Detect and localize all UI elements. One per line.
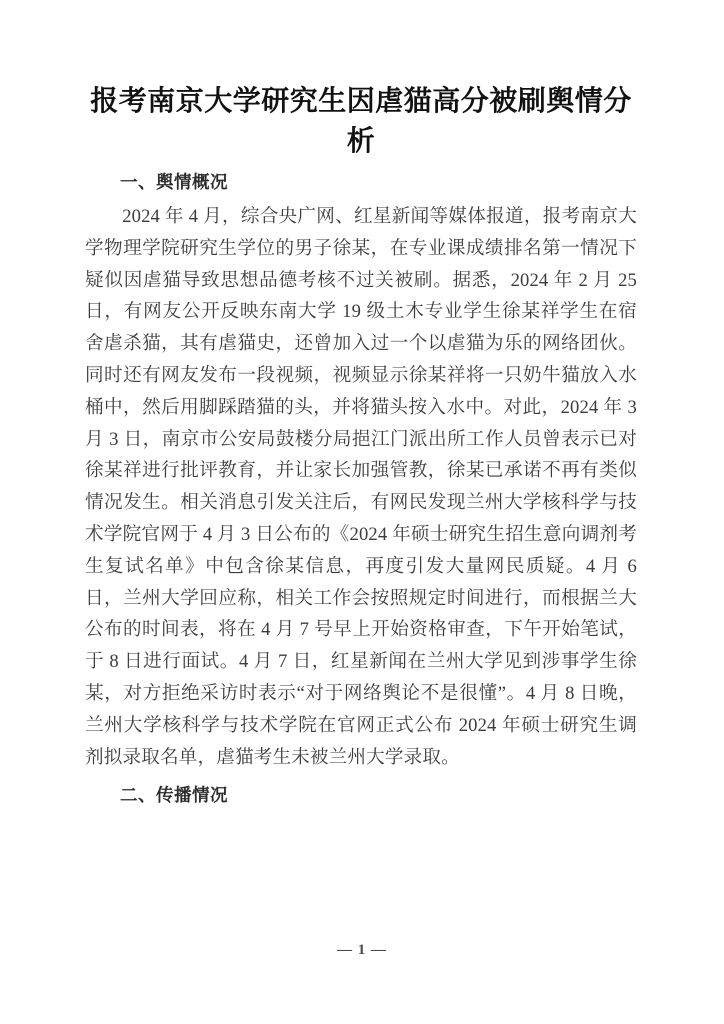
page-number: — 1 — <box>337 942 387 958</box>
document-title: 报考南京大学研究生因虐猫高分被刷舆情分析 <box>90 86 632 157</box>
document-body <box>85 166 637 814</box>
section-paragraph-overview: 2024 年 4 月，综合央广网、红星新闻等媒体报道，报考南京大学物理学院研究生学位的男子徐某，在专业课成绩排名第一情况下疑似因虐猫导致思想品德考核不过关被刷。据悉，2024 年 2 月 25 日，有网友公开反映东南大学 19 级土木专业学生徐某祥学生在宿舍虐杀猫，其有虐猫史，还曾加入过一个以虐猫为乐的网络团伙。同时还有网友发布一段视频，视频显示徐某祥将一只奶牛猫放入水桶中，然后用脚踩踏猫的头，并将猫头按入水中。对此，2024 年 3 月 3 日，南京市公安局鼓楼分局挹江门派出所工作人员曾表示已对徐某祥进行批评教育，并让家长加强管教，徐某已承诺不再有类似情况发生。相关消息引发关注后，有网民发现兰州大学核科学与技术学院官网于 4 月 3 日公布的《2024 年硕士研究生招生意向调剂考生复试名单》中包含徐某信息，再度引发大量网民质疑。4 月 6 日，兰州大学回应称，相关工作会按照规定时间进行，而根据兰大公布的时间表，将在 4 月 7 号早上开始资格审查，下午开始笔试，于 8 日进行面试。4 月 7 日，红星新闻在兰州大学见到涉事学生徐某，对方拒绝采访时表示“对于网络舆论不是很懂”。4 月 8 日晚，兰州大学核科学与技术学院在官网正式公布 2024 年硕士研究生调剂拟录取名单，虐猫考生未被兰州大学录取。 <box>85 206 637 768</box>
section-heading-spread: 二、传播情况 <box>120 786 228 807</box>
section-heading-overview: 一、舆情概况 <box>120 173 228 193</box>
